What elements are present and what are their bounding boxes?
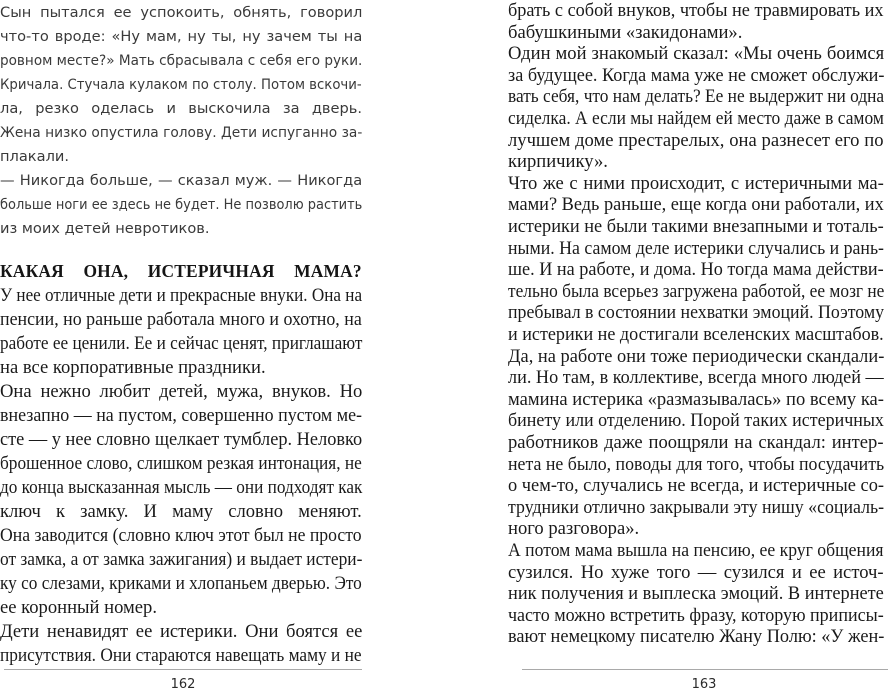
text-line: брошенное слово, слишком резкая интонация, не bbox=[0, 453, 362, 474]
text-line: за будущее. Когда мама уже не сможет обслужи- bbox=[508, 64, 885, 86]
text-line: о чем-то, случались не всегда, и истеричные со- bbox=[508, 475, 885, 497]
text-line: брать с собой внуков, чтобы не травмировать их bbox=[508, 0, 884, 21]
footer-rule bbox=[522, 669, 888, 670]
text-line: бинету или отделению. Порой таких истеричных bbox=[508, 410, 884, 432]
text-line: плакали. bbox=[0, 148, 70, 165]
text-line: больше ноги ее здесь не будет. Не позволю растить bbox=[0, 196, 363, 213]
text-line: Сын пытался ее успокоить, обнять, говорил bbox=[0, 4, 363, 21]
text-line: до конца высказанная мысль — они подходят как bbox=[0, 477, 363, 498]
text-line: работников даже поощряли на скандал: интер- bbox=[508, 432, 884, 453]
text-line: Что же с ними происходит, с истеричными ма- bbox=[508, 172, 884, 194]
text-line: Она заводится (словно ключ этот был не просто bbox=[0, 525, 362, 546]
text-line: У нее отличные дети и прекрасные внуки. Она на bbox=[0, 285, 363, 306]
text-line: работе ее ценили. Ее и сейчас ценят, приглашают bbox=[0, 333, 363, 354]
text-line: Один мой знакомый сказал: «Мы очень боимся bbox=[508, 43, 885, 65]
text-line: Жена низко опустила голову. Дети испуганно за- bbox=[0, 124, 363, 141]
text-line: Дети ненавидят ее истерики. Они боятся ее bbox=[0, 621, 363, 642]
text-line: А потом мама вышла на пенсию, ее круг общения bbox=[508, 540, 884, 561]
text-line: Кричала. Стучала кулаком по столу. Потом вскочи- bbox=[0, 76, 362, 93]
text-line: часто можно встретить фразу, которую приписы- bbox=[508, 604, 884, 626]
text-line: ли. Но там, в коллективе, всегда много людей — bbox=[508, 367, 884, 389]
text-line: мами? Ведь раньше, еще когда они работали, их bbox=[508, 194, 884, 216]
page-number: 163 bbox=[691, 677, 717, 692]
text-line: сиделка. А если мы найдем ей место даже в самом bbox=[508, 108, 884, 129]
text-line: присутствия. Они стараются навещать маму и не bbox=[0, 645, 362, 666]
text-line: вают немецкому писателю Жану Полю: «У жен- bbox=[508, 626, 885, 648]
text-line: ку со слезами, криками и хлопаньем дверью. Это bbox=[0, 573, 362, 594]
footer-rule bbox=[4, 669, 362, 670]
text-line: ла, резко оделась и выскочила за дверь. bbox=[0, 100, 363, 117]
text-line: на все корпоративные праздники. bbox=[0, 357, 266, 378]
text-line: сте — у нее словно щелкает тумблер. Неловко bbox=[0, 429, 363, 450]
text-line: от замка, а от замка зажигания) и выдает истери- bbox=[0, 549, 363, 570]
text-line: нета не было, поводы для того, чтобы посудачить bbox=[508, 453, 885, 475]
text-line: Да, на работе они тоже периодически скандали- bbox=[508, 345, 885, 367]
text-line: кирпичику». bbox=[508, 151, 608, 173]
text-line: лучшем доме престарелых, она разнесет его по bbox=[508, 129, 884, 151]
text-line: истерики не были такими внезапными и тоталь- bbox=[508, 216, 884, 237]
text-line: сузился. Но хуже того — сузился и ее источ- bbox=[508, 561, 884, 583]
text-line: Она нежно любит детей, мужа, внуков. Но bbox=[0, 381, 363, 402]
left-page bbox=[0, 0, 370, 696]
text-line: мамина истерика «размазывалась» по всему ка- bbox=[508, 388, 884, 410]
text-line: ее коронный номер. bbox=[0, 597, 157, 618]
text-line: ник получения и выплеска эмоций. В интернете bbox=[508, 583, 884, 605]
text-line: и истерики не достигали вселенских масштабов. bbox=[508, 324, 884, 345]
text-line: ными. На самом деле истерики случались и рань- bbox=[508, 237, 884, 259]
text-line: тельно была всерьез загружена работой, ее мозг не bbox=[508, 280, 885, 302]
text-line: пребывал в состоянии нехватки эмоций. Поэтому bbox=[508, 302, 885, 324]
text-line: что-то вроде: «Ну мам, ну ты, ну зачем ты на bbox=[0, 28, 363, 45]
text-line: — Никогда больше, — сказал муж. — Никогда bbox=[0, 172, 363, 189]
text-line: ного разговора». bbox=[508, 518, 640, 540]
section-heading-text: КАКАЯ ОНА, ИСТЕРИЧНАЯ МАМА? bbox=[0, 261, 362, 281]
right-page bbox=[508, 0, 888, 696]
text-line: из моих детей невротиков. bbox=[0, 220, 210, 237]
text-line: ровном месте?» Мать сбрасывала с себя его руки. bbox=[0, 52, 363, 69]
text-line: трудники отлично закрывали эту нишу «социаль- bbox=[508, 496, 885, 518]
text-line: пенсии, но раньше работала много и охотно, на bbox=[0, 309, 362, 330]
text-line: вать себя, что нам делать? Ее не выдержит ни одна bbox=[508, 86, 885, 108]
text-line: внезапно — на пустом, совершенно пустом ме- bbox=[0, 405, 363, 426]
text-line: бабушкиными «закидонами». bbox=[508, 21, 743, 43]
text-line: ше. И на работе, и дома. Но тогда мама действи- bbox=[508, 259, 884, 281]
page-number: 162 bbox=[170, 677, 196, 692]
text-line: ключ к замку. И маму словно меняют. bbox=[0, 501, 362, 522]
